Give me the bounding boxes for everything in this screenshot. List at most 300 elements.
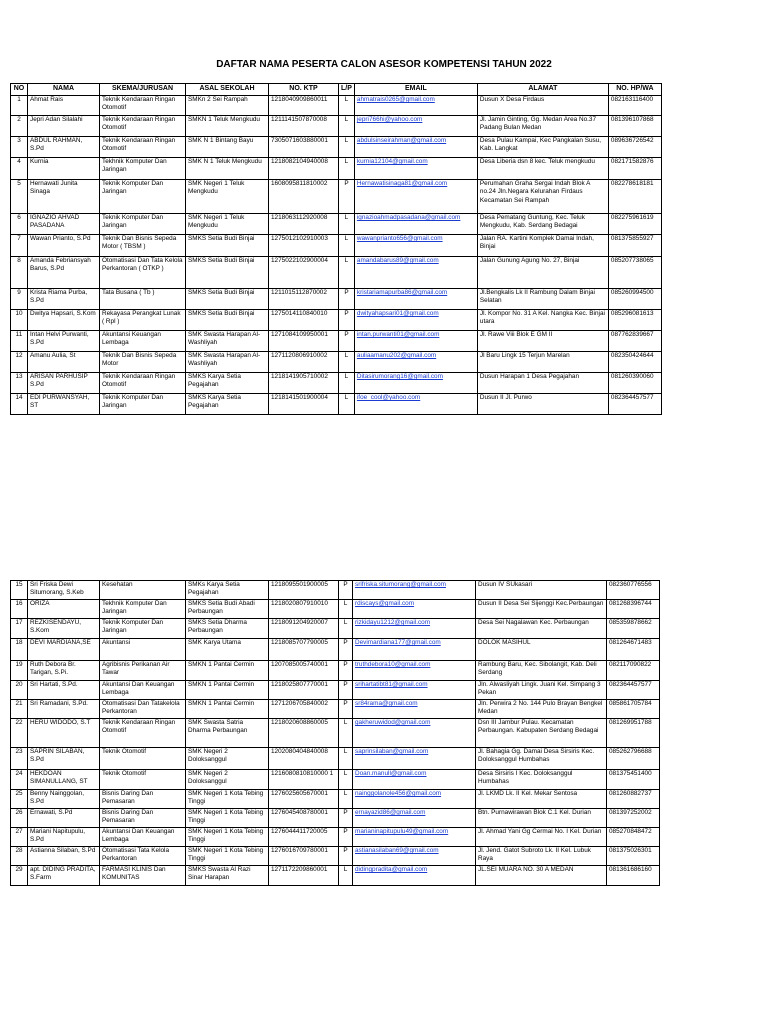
table-row [11,748,660,770]
skema-jurusan: Teknik Otomotif [100,748,186,770]
phone-number: 081268396744 [607,600,660,619]
asal-sekolah: SMKn 2 Sei Rampah [186,96,269,116]
address: Jln. Perwira 2 No. 144 Pulo Brayan Bengkel Medan [476,700,607,719]
phone-number: 081260882737 [607,790,660,809]
phone-number: 081361686160 [607,866,660,886]
table-row [11,700,660,719]
phone-number: 081375451400 [607,770,660,790]
gender: L [339,600,353,619]
email-link[interactable]: astianasilaban69@gmail.com [353,847,476,866]
table-header-row [11,84,662,96]
asal-sekolah: SMK Negeri 2 Doloksanggul [186,748,269,770]
phone-number: 081375855927 [608,235,661,257]
participant-name: REZKISENDAYU, S.Kom [28,619,100,639]
gender: L [339,770,353,790]
gender: L [339,137,355,158]
row-number: 13 [11,373,28,394]
skema-jurusan: Otomatisasi Tata Kelola Perkantoran [100,847,186,866]
email-link[interactable]: Hernawatisinaga81@gmail.com [354,180,477,214]
participant-name: Sri Ramadani, S.Pd. [28,700,100,719]
email-link[interactable]: nainggolanole456@gmail.com [353,790,476,809]
row-number: 20 [11,681,28,700]
skema-jurusan: Tekhnik Komputer Dan Jaringan [100,600,186,619]
gender: P [339,847,353,866]
participant-name: IGNAZIO AHVAD PASADANA [28,214,100,235]
participant-name: apt. DIDING PRADITA, S.Farm [28,866,100,886]
skema-jurusan: Tekhnik Komputer Dan Jaringan [100,158,186,180]
email-link[interactable]: auliaamanu202@gmail.com [354,352,477,373]
gender: L [339,373,355,394]
skema-jurusan: Akuntansi Dan Keuangan Lembaga [100,828,186,847]
address: Jl. Jend. Gatot Subroto Lk. II Kel. Lubuk Raya [476,847,607,866]
asal-sekolah: SMK Karya Utama [186,639,269,661]
address: Dusun Harapan 1 Desa Pegajahan [477,373,608,394]
table-row [11,600,660,619]
table-row [11,352,662,373]
asal-sekolah: SMKN 1 Pantai Cermin [186,681,269,700]
asal-sekolah: SMK Swasta Harapan Al-Washliyah [186,352,269,373]
phone-number: 085359878662 [607,619,660,639]
row-number: 7 [11,235,28,257]
asal-sekolah: SMK N 1 Bintang Bayu [186,137,269,158]
row-number: 11 [11,331,28,352]
phone-number: 082171582876 [608,158,661,180]
phone-number: 082364457577 [608,394,661,415]
no-ktp: 1218020608860005 [269,719,339,748]
gender: P [339,828,353,847]
phone-number: 081260390060 [608,373,661,394]
table-row [11,866,660,886]
row-number: 3 [11,137,28,158]
asal-sekolah: SMKN 1 Pantai Cermin [186,661,269,681]
skema-jurusan: Teknik Dan Bisnis Sepeda Motor [100,352,186,373]
skema-jurusan: Teknik Komputer Dan Jaringan [100,214,186,235]
gender: P [339,661,353,681]
no-ktp: 1218141501900004 [269,394,339,415]
table-row [11,158,662,180]
skema-jurusan: Rekayasa Perangkat Lunak ( Rpl ) [100,310,186,331]
skema-jurusan: Teknik Komputer Dan Jaringan [100,619,186,639]
header-no-ktp: NO. KTP [269,84,339,96]
row-number: 28 [11,847,28,866]
address: Jalan Gunung Agung No. 27, Binjai [477,257,608,289]
table-row [11,581,660,600]
no-ktp: 1211015112870002 [269,289,339,310]
asal-sekolah: SMK Negeri 1 Kota Tebing Tinggi [186,790,269,809]
address: Jl. Bahagia Gg. Damai Desa Sirsiris Kec. Doloksanggul Humbahas [476,748,607,770]
phone-number: 085296081613 [608,310,661,331]
table-row [11,719,660,748]
no-ktp: 1218095501900005 [269,581,339,600]
row-number: 25 [11,790,28,809]
email-link[interactable]: intan.purwanti01@gmail.com [354,331,477,352]
participant-name: SAPRIN SILABAN, S.Pd [28,748,100,770]
asal-sekolah: SMK Negeri 1 Kota Tebing Tinggi [186,809,269,828]
email-link[interactable]: Doan.manull@gmail.com [353,770,476,790]
asal-sekolah: SMK Negeri 1 Teluk Mengkudu [186,214,269,235]
phone-number: 082275961619 [608,214,661,235]
email-link[interactable]: wawanprianto656@gmail.com [354,235,477,257]
header-lp: L/P [339,84,355,96]
address: Jalan RA. Kartini Komplek Damai Indah, Binjai [477,235,608,257]
row-number: 6 [11,214,28,235]
table-row [11,847,660,866]
asal-sekolah: SMKS Setia Budi Binjai [186,310,269,331]
phone-number: 081269951788 [607,719,660,748]
row-number: 22 [11,719,28,748]
no-ktp: 1276016709780001 [269,847,339,866]
no-ktp: 1275022102900004 [269,257,339,289]
email-link[interactable]: srihartatibt81@gmail.com [353,681,476,700]
address: Desa Pulau Kampai, Kec Pangkalan Susu, Kab. Langkat [477,137,608,158]
no-ktp: 1608095811810002 [269,180,339,214]
skema-jurusan: FARMASI KLINIS Dan KOMUNITAS [100,866,186,886]
gender: L [339,394,355,415]
no-ktp: 1276025605670001 [269,790,339,809]
phone-number: 082360776556 [607,581,660,600]
email-link[interactable]: abdulsinseirahman@gmail.com [354,137,477,158]
participant-name: HEKDOAN SIMANULLANG, ST [28,770,100,790]
skema-jurusan: Kesehatan [100,581,186,600]
row-number: 12 [11,352,28,373]
participant-name: Amanu Aulia, St [28,352,100,373]
no-ktp: 1276045408780001 [269,809,339,828]
phone-number: 082163116400 [608,96,661,116]
email-link[interactable]: didingpradita@gmail.com [353,866,476,886]
participant-name: Ahmat Rais [28,96,100,116]
asal-sekolah: SMKS Karya Setia Pegajahan [186,373,269,394]
table-row [11,770,660,790]
skema-jurusan: Otomatisasi Dan Tata Kelola Perkantoran ( OTKP ) [100,257,186,289]
gender: L [339,352,355,373]
no-ktp: 1218040909860011 [269,96,339,116]
address: DOLOK MASIHUL [476,639,607,661]
address: Jl. Kompor No. 31 A Kel. Nangka Kec. Binjai utara [477,310,608,331]
row-number: 27 [11,828,28,847]
address: Jl. Jamin Ginting, Gg. Medan Area No.37 Padang Bulan Medan [477,116,608,137]
participant-name: Astianna Silaban, S.Pd [28,847,100,866]
skema-jurusan: Teknik Kendaraan Ringan Otomotif [100,116,186,137]
asal-sekolah: SMK Swasta Satria Dharma Perbaungan [186,719,269,748]
table-row [11,137,662,158]
gender: L [339,748,353,770]
skema-jurusan: Teknik Otomotif [100,770,186,790]
participant-name: ORIZA [28,600,100,619]
no-ktp: 1275014110840010 [269,310,339,331]
phone-number: 085270848472 [607,828,660,847]
gender: P [339,289,355,310]
participant-name: Sri Friska Dewi Situmorang, S.Keb [28,581,100,600]
address: Desa Pematang Guntung, Kec. Teluk Mengkudu, Kab. Serdang Bedagai [477,214,608,235]
row-number: 9 [11,289,28,310]
email-link[interactable]: sr84rama@gmail.com [353,700,476,719]
asal-sekolah: SMK Negeri 2 Doloksanggul [186,770,269,790]
phone-number: 089636726542 [608,137,661,158]
header-no: NO [11,84,28,96]
header-email: EMAIL [354,84,477,96]
asal-sekolah: SMKN 1 Teluk Mengkudu [186,116,269,137]
asal-sekolah: SMKS Setia Budi Binjai [186,257,269,289]
header-alamat: ALAMAT [477,84,608,96]
phone-number: 087762839667 [608,331,661,352]
row-number: 29 [11,866,28,886]
email-link[interactable]: ahmatrais0265@gmail.com [354,96,477,116]
participant-name: Ernawati, S.Pd [28,809,100,828]
gender: L [339,866,353,886]
gender: L [339,116,355,137]
header-hp: NO. HP/WA [608,84,661,96]
row-number: 5 [11,180,28,214]
asal-sekolah: SMK Negeri 1 Kota Tebing Tinggi [186,847,269,866]
gender: L [339,719,353,748]
email-link[interactable]: ernayazid86@gmail.com [353,809,476,828]
email-link[interactable]: kurnia12104@gmail.com [354,158,477,180]
address: Desa Sei Nagalawan Kec. Perbaungan [476,619,607,639]
skema-jurusan: Akuntansi Keuangan Lembaga [100,331,186,352]
row-number: 17 [11,619,28,639]
gender: P [339,700,353,719]
header-asal-sekolah: ASAL SEKOLAH [186,84,269,96]
gender: P [339,310,355,331]
address: Desa Sirsiris I Kec. Doloksanggul Humbahas [476,770,607,790]
participant-name: Mariani Napitupulu, S.Pd [28,828,100,847]
row-number: 26 [11,809,28,828]
asal-sekolah: SMKS Setia Budi Binjai [186,289,269,310]
address: Perumahan Graha Sergai Indah Blok A no.24 Jln.Negara Kelurahan Firdaus Kecamatan Sei Rampah [477,180,608,214]
participant-name: Sri Hartati, S.Pd. [28,681,100,700]
address: Jl. LKMD Lk. II Kel. Mekar Sentosa [476,790,607,809]
email-link[interactable]: jepri766hi@yahoo.com [354,116,477,137]
skema-jurusan: Teknik Kendaraan Ringan Otomotif [100,96,186,116]
participant-name: ARISAN PARHUSIP S.Pd [28,373,100,394]
email-link[interactable]: Devimardiana177@gmail.com [353,639,476,661]
phone-number: 081375026301 [607,847,660,866]
gender: L [339,790,353,809]
address: Jl. Ahmad Yani Gg Cermai No. I Kel. Durian [476,828,607,847]
email-link[interactable]: rizkidayu1212@gmail.com [353,619,476,639]
gender: P [339,639,353,661]
no-ktp: 1271206705840002 [269,700,339,719]
row-number: 8 [11,257,28,289]
table-row [11,116,662,137]
table-row [11,235,662,257]
skema-jurusan: Akuntansi Dan Keuangan Lembaga [100,681,186,700]
row-number: 21 [11,700,28,719]
no-ktp: 1202080404840008 [269,748,339,770]
gender: L [339,96,355,116]
no-ktp: 1207085005740001 [269,661,339,681]
document-title: DAFTAR NAMA PESERTA CALON ASESOR KOMPETENSI TAHUN 2022 [216,59,552,70]
table-row [11,790,660,809]
address: Jl.Bengkalis Lk II Rambung Dalam Binjai Selatan [477,289,608,310]
participant-name: Dwitya Hapsari, S.Kom [28,310,100,331]
row-number: 19 [11,661,28,681]
participant-name: Ruth Debora Br. Tarigan, S.Pi. [28,661,100,681]
no-ktp: 1216080810810000 1 [269,770,339,790]
table-row [11,639,660,661]
asal-sekolah: SMK Negeri 1 Teluk Mengkudu [186,180,269,214]
asal-sekolah: SMKS Setia Budi Abadi Perbaungan [186,600,269,619]
row-number: 24 [11,770,28,790]
no-ktp: 1271084109950001 [269,331,339,352]
participant-name: Intan Helvi Purwanti, S.Pd [28,331,100,352]
email-link[interactable]: dwityahapsari01@gmail.com [354,310,477,331]
skema-jurusan: Otomatisasi Dan Tatakelola Perkantoran [100,700,186,719]
table-row [11,809,660,828]
phone-number: 082117090822 [607,661,660,681]
row-number: 14 [11,394,28,415]
email-link[interactable]: kristariamapurba86@gmail.com [354,289,477,310]
participant-name: Kurnia [28,158,100,180]
row-number: 2 [11,116,28,137]
participant-name: ABDUL RAHMAN, S.Pd [28,137,100,158]
email-link[interactable]: amandabarus89@gmail.com [354,257,477,289]
gender: P [339,809,353,828]
email-link[interactable]: saprinsilaban@gmail.com [353,748,476,770]
table-row [11,96,662,116]
row-number: 15 [11,581,28,600]
gender: P [339,331,355,352]
asal-sekolah: SMKS Swasta Al Razi Sinar Harapan [186,866,269,886]
participant-name: Amanda Febriansyah Barus, S.Pd [28,257,100,289]
row-number: 16 [11,600,28,619]
email-link[interactable]: marianinapitupulu49@gmail.com [353,828,476,847]
gender: L [339,158,355,180]
table-row [11,373,662,394]
participants-table-page-2 [10,580,660,886]
table-row [11,214,662,235]
skema-jurusan: Agribisnis Perikanan Air Tawar [100,661,186,681]
skema-jurusan: Teknik Kendaraan Ringan Otomotif [100,373,186,394]
participant-name: Benny Nainggolan, S.Pd [28,790,100,809]
row-number: 1 [11,96,28,116]
table-row [11,681,660,700]
no-ktp: 1218141905710002 [269,373,339,394]
table-row [11,310,662,331]
participant-name: EDI PURWANSYAH, ST [28,394,100,415]
no-ktp: 1211141507870008 [269,116,339,137]
email-link[interactable]: gakheruwidod@gmail.com [353,719,476,748]
skema-jurusan: Bisnis Daring Dan Pemasaran [100,809,186,828]
skema-jurusan: Tata Busana ( Tb ) [100,289,186,310]
gender: L [339,235,355,257]
header-skema: SKEMA/JURUSAN [100,84,186,96]
gender: L [339,257,355,289]
no-ktp: 1271120806910002 [269,352,339,373]
address: Jln. Alwasliyah Lingk. Juani Kel. Simpang 3 Pekan [476,681,607,700]
participant-name: Wawan Prianto, S.Pd [28,235,100,257]
participant-name: HERU WIDODO, S.T [28,719,100,748]
gender: L [339,214,355,235]
no-ktp: 1218063112920008 [269,214,339,235]
no-ktp: 1271172209860001 [269,866,339,886]
gender: P [339,581,353,600]
email-link[interactable]: srifriska.situmorang@gmail.com [353,581,476,600]
asal-sekolah: SMKs Karya Setia Pegajahan [186,581,269,600]
no-ktp: 1275012102910003 [269,235,339,257]
email-link[interactable]: ignazioahmadpasadana@gmail.com [354,214,477,235]
no-ktp: 1218020807910010 [269,600,339,619]
participants-table-page-1 [10,83,662,415]
phone-number: 085260994500 [608,289,661,310]
phone-number: 082350424644 [608,352,661,373]
table-row [11,331,662,352]
phone-number: 085861705784 [607,700,660,719]
address: Dusun X Desa Firdaus [477,96,608,116]
table-row [11,180,662,214]
no-ktp: 7305071603880001 [269,137,339,158]
phone-number: 081397252002 [607,809,660,828]
skema-jurusan: Teknik Dan Bisnis Sepeda Motor ( TBSM ) [100,235,186,257]
gender: P [339,681,353,700]
skema-jurusan: Bisnis Daring Dan Pemasaran [100,790,186,809]
table-row [11,257,662,289]
table-row [11,619,660,639]
gender: L [339,619,353,639]
table-row [11,828,660,847]
participant-name: Jepri Adan Silalahi [28,116,100,137]
asal-sekolah: SMK Swasta Harapan Al-Washliyah [186,331,269,352]
table-row [11,289,662,310]
no-ktp: 1276044411720005 [269,828,339,847]
email-link[interactable]: ifoe_cool@yahoo.com [354,394,477,415]
address: Jl. Rawe Viii Blok E GM II [477,331,608,352]
email-link[interactable]: Ditasirumorang16@gmail.com [354,373,477,394]
phone-number: 081264671483 [607,639,660,661]
row-number: 18 [11,639,28,661]
no-ktp: 1218091204920007 [269,619,339,639]
row-number: 4 [11,158,28,180]
email-link[interactable]: truthdebora10@gmail.com [353,661,476,681]
phone-number: 082364457577 [607,681,660,700]
asal-sekolah: SMKS Setia Dharma Perbaungan [186,619,269,639]
no-ktp: 1218082104940008 [269,158,339,180]
skema-jurusan: Teknik Kendaraan Ringan Otomotif [100,719,186,748]
no-ktp: 1218025807770001 [269,681,339,700]
participant-name: Hernawati Junita Sinaga [28,180,100,214]
address: Btn. Purnawirawan Blok C.1 Kel. Durian [476,809,607,828]
phone-number: 081396107868 [608,116,661,137]
asal-sekolah: SMKS Setia Budi Binjai [186,235,269,257]
address: Dusun IV SUkasari [476,581,607,600]
header-nama: NAMA [28,84,100,96]
phone-number: 085207738065 [608,257,661,289]
asal-sekolah: SMK N 1 Teluk Mengkudu [186,158,269,180]
skema-jurusan: Teknik Komputer Dan Jaringan [100,394,186,415]
asal-sekolah: SMK Negeri 1 Kota Tebing Tinggi [186,828,269,847]
address: Rambung Baru, Kec. Sibolangit, Kab. Deli Serdang [476,661,607,681]
email-link[interactable]: rdiscays@gmail.com [353,600,476,619]
participant-name: DEVI MARDIANA,SE [28,639,100,661]
address: Desa Liberia dsn 8 kec. Teluk mengkudu [477,158,608,180]
address: Dusun II Jl. Purwo [477,394,608,415]
address: Dsn III Jambur Pulau. Kecamatan Perbaungan. Kabupaten Serdang Bedagai [476,719,607,748]
skema-jurusan: Teknik Kendaraan Ringan Otomotif [100,137,186,158]
asal-sekolah: SMKS Karya Setia Pegajahan [186,394,269,415]
table-row [11,661,660,681]
row-number: 10 [11,310,28,331]
phone-number: 085262796688 [607,748,660,770]
participant-name: Krista Riama Purba, S.Pd [28,289,100,310]
no-ktp: 1218085707790005 [269,639,339,661]
address: JL.SEI MUARA NO. 30 A MEDAN [476,866,607,886]
address: Jl Baru Lingk 15 Terjun Marelan [477,352,608,373]
address: Dusun II Desa Sei Sijenggi Kec.Perbaungan [476,600,607,619]
row-number: 23 [11,748,28,770]
table-row [11,394,662,415]
asal-sekolah: SMKN 1 Pantai Cermin [186,700,269,719]
skema-jurusan: Akuntansi [100,639,186,661]
